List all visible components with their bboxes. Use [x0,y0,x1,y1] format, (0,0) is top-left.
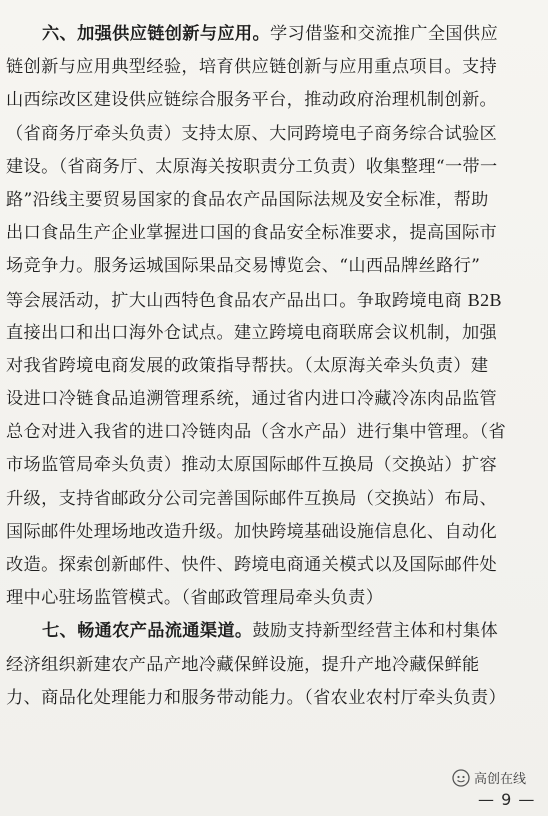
text-line [6,549,538,582]
text-line [6,582,538,615]
page-number: — 9 — [478,790,536,809]
text-line [6,682,538,715]
text-line [6,483,538,516]
text-line [6,416,538,449]
line-text: 设进口冷链食品追溯管理系统，通过省内进口冷藏冷冻肉品监管 [6,389,498,410]
line-text: 场竞争力。服务运城国际果品交易博览会、“山西品牌丝路行” [6,256,481,277]
line-text: 国际邮件处理场地改造升级。加快跨境基础设施信息化、自动化 [6,521,498,542]
text-line [6,449,538,482]
text-line [6,284,538,317]
line-text: 改造。探索创新邮件、快件、跨境电商通关模式以及国际邮件处 [6,555,498,575]
watermark [452,768,526,787]
line-text: 对我省跨境电商发展的政策指导帮扶。（太原海关牵头负责）建 [6,355,489,376]
line-text: 直接出口和出口海外仓试点。建立跨境电商联席会议机制，加强 [6,322,498,343]
section-heading: 七、畅通农产品流通渠道。 [42,621,253,642]
section-heading: 六、加强供应链创新与应用。 [42,24,270,44]
line-text: 出口食品生产企业掌握进口国的食品安全标准要求，提高国际市 [6,223,498,244]
text-line [6,184,538,217]
line-text: 升级，支持省邮政分公司完善国际邮件互换局（交换站）布局、 [6,488,498,509]
line-text: 力、商品化处理能力和服务带动能力。（省农业农村厅牵头负责） [6,687,506,708]
text-line [6,350,538,383]
text-line [6,250,538,283]
line-text: 链创新与应用典型经验，培育供应链创新与应用重点项目。支持 [6,57,498,78]
text-line [6,383,538,416]
line-text: 理中心驻场监管模式。（省邮政管理局牵头负责） [6,588,384,609]
line-text: 山西综改区建设供应链综合服务平台，推动政府治理机制创新。 [6,90,498,111]
text-line [6,217,538,250]
text-line [6,51,538,84]
text-line [6,18,538,51]
line-text: 路”沿线主要贸易国家的食品农产品国际法规及安全标准，帮助 [6,189,489,210]
text-line [6,84,538,117]
line-text: 经济组织新建农产品产地冷藏保鲜设施，提升产地冷藏保鲜能 [6,654,480,675]
line-text: 建设。（省商务厅、太原海关按职责分工负责）收集整理“一带一 [6,156,498,177]
text-line [6,118,538,151]
text-line [6,649,538,682]
document-body [6,18,538,715]
text-line [6,317,538,350]
line-text: 学习借鉴和交流推广全国供应 [270,24,498,44]
text-line [6,516,538,549]
line-text: 市场监管局牵头负责）推动太原国际邮件互换局（交换站）扩容 [6,455,498,476]
line-text: 总仓对进入我省的进口冷链肉品（含水产品）进行集中管理。（省 [6,422,506,443]
text-line [6,151,538,184]
text-line [6,615,538,648]
line-text: 鼓励支持新型经营主体和村集体 [252,621,498,642]
wechat-official-account-icon [452,769,470,787]
latin-term: B2B [467,289,502,310]
line-text: 等会展活动，扩大山西特色食品农产品出口。争取跨境电商 [6,290,468,311]
watermark-label: 高创在线 [473,772,526,787]
line-text: （省商务厅牵头负责）支持太原、大同跨境电子商务综合试验区 [6,123,498,144]
